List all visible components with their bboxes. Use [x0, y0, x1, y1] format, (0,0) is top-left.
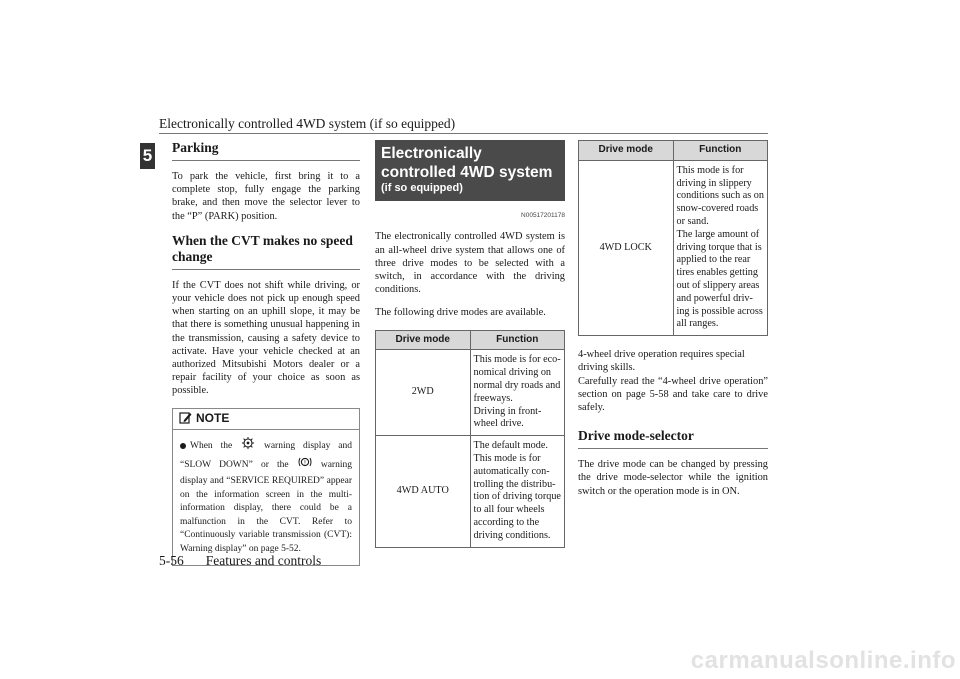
function-line: freeways.	[473, 392, 513, 404]
drive-mode-table-continued	[578, 140, 768, 336]
table-header-function: Function	[673, 141, 768, 161]
footer-section: Features and controls	[205, 553, 322, 568]
table-row	[376, 350, 565, 436]
table-header-row	[579, 141, 768, 161]
mode-cell: 4WD AUTO	[376, 436, 471, 547]
parking-heading: Parking	[172, 140, 360, 161]
function-line: wheel drive.	[473, 418, 524, 430]
document-code: N00517201178	[521, 212, 565, 220]
function-line: and powerful driv-	[676, 292, 753, 304]
mode-cell: 2WD	[376, 350, 471, 436]
table-header-function: Function	[470, 330, 565, 350]
function-line: driving conditions.	[473, 529, 551, 541]
function-line: This mode is for	[473, 453, 541, 464]
column-middle	[375, 140, 565, 548]
function-line: tires enables getting	[676, 267, 758, 279]
4wd-heading-title: Electronically controlled 4WD system	[381, 145, 553, 181]
function-line: trolling the distribu-	[473, 478, 556, 490]
function-line: to all four wheels	[473, 504, 545, 516]
page-footer	[159, 553, 321, 569]
watermark: carmanualsonline.info	[690, 647, 956, 674]
4wd-section-heading	[375, 140, 565, 201]
cvt-heading: When the CVT makes no speed change	[172, 233, 360, 270]
parking-paragraph: To park the vehicle, first bring it to a complete stop, fully engage the parking brake, and then move the selector lever to the “P” (PARK) position.	[172, 171, 360, 222]
gear-warning-icon	[297, 455, 313, 475]
note-label: NOTE	[196, 411, 230, 426]
function-cell	[470, 350, 565, 436]
function-line: ing is possible across	[676, 305, 763, 317]
function-line: all ranges.	[676, 318, 719, 330]
function-line: snow-covered roads	[676, 203, 759, 215]
4wd-heading-subtitle: (if so equipped)	[381, 182, 463, 194]
note-box	[172, 408, 360, 566]
table-header-row	[376, 330, 565, 350]
column-right	[578, 140, 768, 508]
page-header-title: Electronically controlled 4WD system (if so equipped)	[159, 116, 456, 131]
column-left	[172, 140, 360, 566]
chapter-tab: 5	[140, 143, 155, 169]
table-row	[579, 160, 768, 335]
bullet-icon	[180, 443, 186, 449]
note-header	[173, 409, 359, 430]
lock-note-paragraph-2: Carefully read the “4-wheel drive operation” section on page 5-58 and take care to drive safely.	[578, 375, 768, 413]
function-line: conditions such as on	[676, 190, 764, 202]
lock-note-paragraph: 4-wheel drive operation requires special driving skills.	[578, 349, 745, 374]
function-line: driving in slippery	[676, 177, 752, 189]
function-line: The default mode.	[473, 440, 548, 452]
function-line: driving torque that is	[676, 241, 762, 253]
4wd-intro-paragraph: The electronically controlled 4WD system is an all-wheel drive system that allows one of three drive modes to be selected with a switch, in accordance with the driving conditions.	[375, 231, 565, 296]
cvt-paragraph: If the CVT does not shift while driving, or your vehicle does not pick up enough speed when starting on an uphill slope, it may be that there is something unusual happening in the transmission, causing a safety device to activate. Have your vehicle checked at an authorized Mitsubishi Motors dealer or a repair facility of your choice as soon as possible.	[172, 279, 360, 397]
function-line: or sand.	[676, 215, 709, 227]
selector-paragraph: The drive mode can be changed by pressing the drive mode-selector while the ignition switch or the operation mode is in ON.	[578, 459, 768, 497]
function-cell	[470, 436, 565, 547]
function-line: tion of driving torque	[473, 491, 561, 503]
mode-cell: 4WD LOCK	[579, 160, 674, 335]
note-text-a: When the	[190, 440, 233, 451]
header-rule	[159, 133, 768, 134]
selector-heading: Drive mode-selector	[578, 428, 768, 449]
note-text-c: warning display and “SERVICE REQUIRED” appear on the information screen in the multi-information display, there could be a malfunction in the CVT. Refer to “Continuously variable transmission (CVT): Warning display” on page 5-52.	[180, 460, 352, 554]
function-line: This mode is for	[676, 164, 744, 176]
function-line: applied to the rear	[676, 254, 751, 266]
function-line: The large amount of	[676, 228, 760, 240]
function-line: according to the	[473, 516, 540, 528]
note-pencil-icon	[179, 411, 192, 427]
table-header-mode: Drive mode	[579, 141, 674, 161]
function-line: automatically con-	[473, 465, 550, 477]
function-line: This mode is for eco-nomical driving on	[473, 354, 561, 379]
note-body	[173, 430, 359, 565]
svg-text:!: !	[303, 459, 306, 467]
modes-intro-paragraph: The following drive modes are available.	[375, 307, 546, 319]
function-cell	[673, 160, 768, 335]
function-line: normal dry roads and	[473, 380, 561, 392]
drive-mode-table	[375, 330, 565, 548]
function-line: Driving in front-	[473, 405, 542, 417]
transmission-warning-icon	[240, 436, 256, 456]
table-header-mode: Drive mode	[376, 330, 471, 350]
note-text-b: warning display and “SLOW DOWN” or the	[180, 440, 353, 471]
function-line: out of slippery areas	[676, 279, 760, 291]
table-row	[376, 436, 565, 547]
page-number: 5-56	[159, 553, 184, 568]
